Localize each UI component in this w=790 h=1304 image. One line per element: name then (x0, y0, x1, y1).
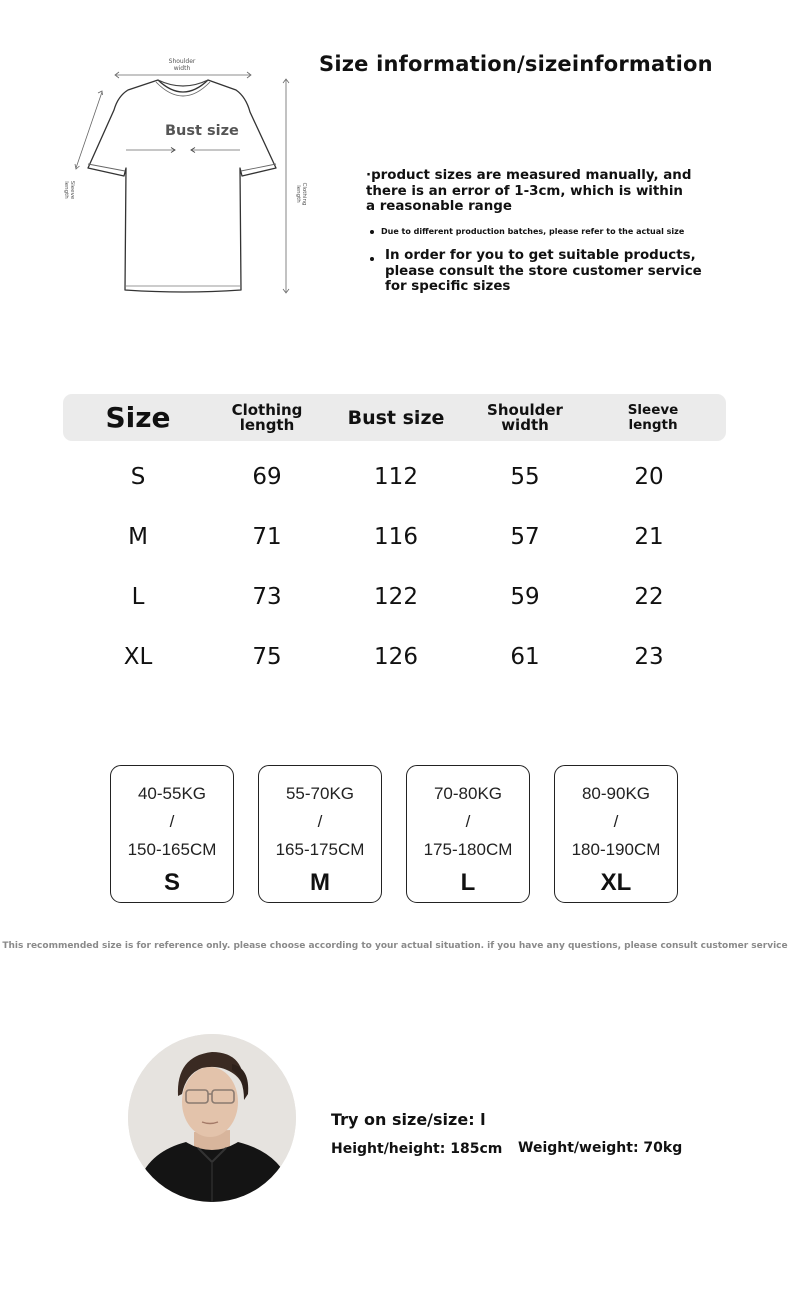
size-recommendation-card (406, 765, 530, 903)
table-cell: 55 (510, 464, 540, 490)
tshirt-diagram (63, 52, 307, 302)
recommended-height: 165-175CM (275, 840, 365, 859)
table-row (63, 577, 726, 617)
table-row (63, 517, 726, 557)
table-cell: 20 (634, 464, 664, 490)
table-cell: 73 (252, 584, 282, 610)
header-size: Size (105, 401, 171, 434)
table-row (63, 457, 726, 497)
table-cell: 116 (374, 524, 418, 550)
header-clothing-length: Clothing length (231, 400, 303, 434)
measurement-note: ·product sizes are measured manually, and there is an error of 1-3cm, which is within a reasonable range (366, 168, 692, 214)
size-recommendation-card (554, 765, 678, 903)
separator: / (613, 812, 619, 831)
batch-note-text: Due to different production batches, please refer to the actual size (381, 227, 685, 236)
recommended-weight: 40-55KG (137, 784, 207, 803)
table-cell: 122 (374, 584, 418, 610)
recommended-height: 175-180CM (423, 840, 513, 859)
table-cell: 61 (510, 644, 540, 670)
bullet-icon (370, 257, 374, 261)
recommended-weight: 70-80KG (433, 784, 503, 803)
table-cell: XL (123, 644, 153, 670)
recommended-height: 180-190CM (571, 840, 661, 859)
size-table-header (63, 394, 726, 441)
clothing-length-label: Clothing length (295, 182, 307, 206)
header-shoulder-width: Shoulder width (487, 400, 563, 434)
size-info-title: Size information/sizeinformation (319, 52, 713, 76)
table-row (63, 637, 726, 677)
table-cell: 112 (374, 464, 418, 490)
table-cell: S (130, 464, 146, 490)
bullet-icon (370, 230, 374, 234)
recommended-size: S (163, 869, 180, 896)
model-height: Height/height: 185cm (331, 1141, 503, 1157)
model-photo (128, 1034, 296, 1202)
recommended-weight: 55-70KG (285, 784, 355, 803)
bust-size-label: Bust size (165, 123, 239, 139)
table-cell: 126 (374, 644, 418, 670)
table-cell: 59 (510, 584, 540, 610)
recommended-height: 150-165CM (127, 840, 217, 859)
separator: / (169, 812, 175, 831)
size-recommendation-card (258, 765, 382, 903)
batch-note (370, 227, 684, 236)
table-cell: 69 (252, 464, 282, 490)
table-cell: 71 (252, 524, 282, 550)
consult-note-text: In order for you to get suitable products, please consult the store customer service for specific sizes (385, 248, 702, 294)
recommended-size: M (310, 869, 330, 896)
recommended-size: XL (600, 869, 632, 896)
recommended-weight: 80-90KG (581, 784, 651, 803)
size-recommendation-card (110, 765, 234, 903)
table-cell: 75 (252, 644, 282, 670)
try-on-size: Try on size/size: l (331, 1110, 486, 1129)
header-bust-size: Bust size (347, 406, 445, 429)
recommended-size: L (460, 869, 476, 896)
model-weight: Weight/weight: 70kg (518, 1140, 683, 1156)
header-sleeve-length: Sleeve length (627, 401, 679, 433)
tshirt-outline-icon (66, 52, 302, 302)
table-cell: 23 (634, 644, 664, 670)
size-disclaimer: This recommended size is for reference only. please choose according to your actual situation. if you have any questions, please consult customer service (2, 941, 788, 951)
separator: / (465, 812, 471, 831)
sleeve-length-label: Sleeve length (63, 180, 75, 200)
table-cell: 57 (510, 524, 540, 550)
table-cell: 22 (634, 584, 664, 610)
table-cell: M (128, 524, 148, 550)
table-cell: L (131, 584, 145, 610)
table-cell: 21 (634, 524, 664, 550)
shoulder-width-label: Shoulder width (168, 58, 196, 72)
separator: / (317, 812, 323, 831)
